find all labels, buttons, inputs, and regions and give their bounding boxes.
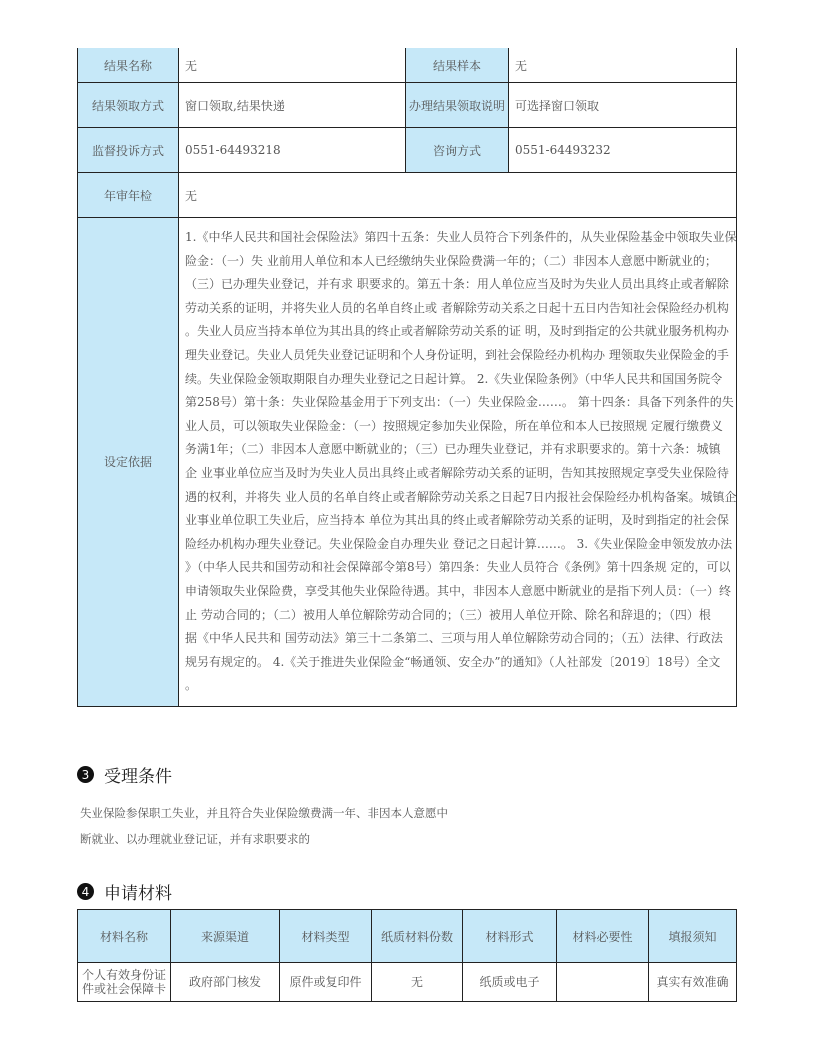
table-row <box>78 83 737 128</box>
basis-line: 》（中华人民共和国劳动和社会保障部令第8号）第四条：失业人员符合《条例》第十四条规 定的，可以 <box>185 560 731 575</box>
field-label: 设定依据 <box>78 218 179 707</box>
basis-line: 。 <box>185 678 198 693</box>
table-cell: 原件或复印件 <box>280 963 372 1002</box>
section-title: 申请材料 <box>104 884 172 904</box>
basis-line: 劳动关系的证明，并将失业人员的名单自终止或 者解除劳动关系之日起十五日内告知社会保险经办机构 <box>185 300 729 315</box>
table-row <box>78 963 737 1002</box>
column-header: 材料形式 <box>463 910 557 963</box>
field-label: 办理结果领取说明 <box>406 83 509 128</box>
basis-line: 第258号）第十条：失业保险基金用于下列支出：（一）失业保险金……。 第十四条：具备下列条件的失 <box>185 395 734 410</box>
table-cell: 政府部门核发 <box>171 963 280 1002</box>
legal-basis-text <box>179 218 737 707</box>
basis-line: 务满1年；（二）非因本人意愿中断就业的；（三）已办理失业登记，并有求职要求的。第十六条：城镇 <box>185 442 721 457</box>
column-header: 材料类型 <box>280 910 372 963</box>
table-cell: 纸质或电子 <box>463 963 557 1002</box>
table-row <box>78 48 737 83</box>
materials-table <box>77 909 737 1002</box>
basis-line: 险经办机构办理失业登记。失业保险金自办理失业 登记之日起计算……。 3.《失业保险金申领发放办法 <box>185 536 733 551</box>
table-cell <box>557 963 649 1002</box>
condition-line: 断就业、以办理就业登记证，并有求职要求的 <box>80 832 310 846</box>
result-info-table <box>77 48 737 707</box>
field-value: 无 <box>179 48 406 83</box>
basis-line: （三）已办理失业登记，并有求 职要求的。第五十条：用人单位应当及时为失业人员出具终止或者解除 <box>185 277 729 292</box>
table-cell: 个人有效身份证件或社会保障卡 <box>78 963 171 1002</box>
field-label: 监督投诉方式 <box>78 128 179 173</box>
basis-line: 申请领取失业保险费，享受其他失业保险待遇。其中，非因本人意愿中断就业的是指下列人员：（一）终 <box>185 583 732 598</box>
field-label: 结果领取方式 <box>78 83 179 128</box>
acceptance-conditions <box>80 800 448 852</box>
basis-line: 业人员，可以领取失业保险金：（一）按照规定参加失业保险，所在单位和本人已按照规 定履行缴费义 <box>185 418 723 433</box>
basis-line: 险金：（一）失 业前用人单位和本人已经缴纳失业保险费满一年的；（二）非因本人意愿中断就业的； <box>185 253 717 268</box>
field-label: 结果样本 <box>406 48 509 83</box>
field-label: 咨询方式 <box>406 128 509 173</box>
field-value: 窗口领取,结果快递 <box>179 83 406 128</box>
field-value: 无 <box>509 48 737 83</box>
number-badge-icon: 3 <box>77 766 94 783</box>
table-cell: 真实有效准确 <box>649 963 737 1002</box>
column-header: 填报须知 <box>649 910 737 963</box>
table-row <box>78 128 737 173</box>
field-label: 年审年检 <box>78 173 179 218</box>
header-row <box>78 910 737 963</box>
column-header: 材料名称 <box>78 910 171 963</box>
section-acceptance-heading <box>77 762 172 787</box>
field-label: 结果名称 <box>78 48 179 83</box>
basis-line: 业事业单位职工失业后，应当持本 单位为其出具的终止或者解除劳动关系的证明，及时到指定的社会保 <box>185 513 729 528</box>
field-value: 0551-64493232 <box>509 128 737 173</box>
basis-line: 企 业事业单位应当及时为失业人员出具终止或者解除劳动关系的证明，告知其按照规定享受失业保险待 <box>185 465 729 480</box>
table-cell: 无 <box>372 963 463 1002</box>
column-header: 纸质材料份数 <box>372 910 463 963</box>
column-header: 来源渠道 <box>171 910 280 963</box>
basis-line: 遇的权利，并将失 业人员的名单自终止或者解除劳动关系之日起7日内报社会保险经办机构备案。城镇企 <box>185 489 737 504</box>
basis-line: 1.《中华人民共和国社会保险法》第四十五条：失业人员符合下列条件的，从失业保险基金中领取失业保 <box>185 230 737 244</box>
basis-line: 续。失业保险金领取期限自办理失业登记之日起计算。 2.《失业保险条例》（中华人民共和国国务院令 <box>185 371 723 386</box>
basis-line: 止 劳动合同的；（二）被用人单位解除劳动合同的；（三）被用人单位开除、除名和辞退的；（四）根 <box>185 607 711 622</box>
basis-line: 。失业人员应当持本单位为其出具的终止或者解除劳动关系的证 明，及时到指定的公共就业服务机构办 <box>185 324 729 339</box>
field-value: 可选择窗口领取 <box>509 83 737 128</box>
basis-line: 理失业登记。失业人员凭失业登记证明和个人身份证明，到社会保险经办机构办 理领取失业保险金的手 <box>185 347 729 362</box>
table-row <box>78 218 737 707</box>
basis-line: 据《中华人民共和 国劳动法》第三十二条第二、三项与用人单位解除劳动合同的；（五）法律、行政法 <box>185 631 723 646</box>
condition-line: 失业保险参保职工失业，并且符合失业保险缴费满一年、非因本人意愿中 <box>80 806 448 820</box>
field-value: 无 <box>179 173 737 218</box>
number-badge-icon: 4 <box>77 883 94 900</box>
column-header: 材料必要性 <box>557 910 649 963</box>
table-row <box>78 173 737 218</box>
field-value: 0551-64493218 <box>179 128 406 173</box>
section-title: 受理条件 <box>104 767 172 787</box>
section-materials-heading <box>77 879 172 904</box>
basis-line: 规另有规定的。 4.《关于推进失业保险金“畅通领、安全办”的通知》（人社部发〔2019〕18号）全文 <box>185 654 721 669</box>
